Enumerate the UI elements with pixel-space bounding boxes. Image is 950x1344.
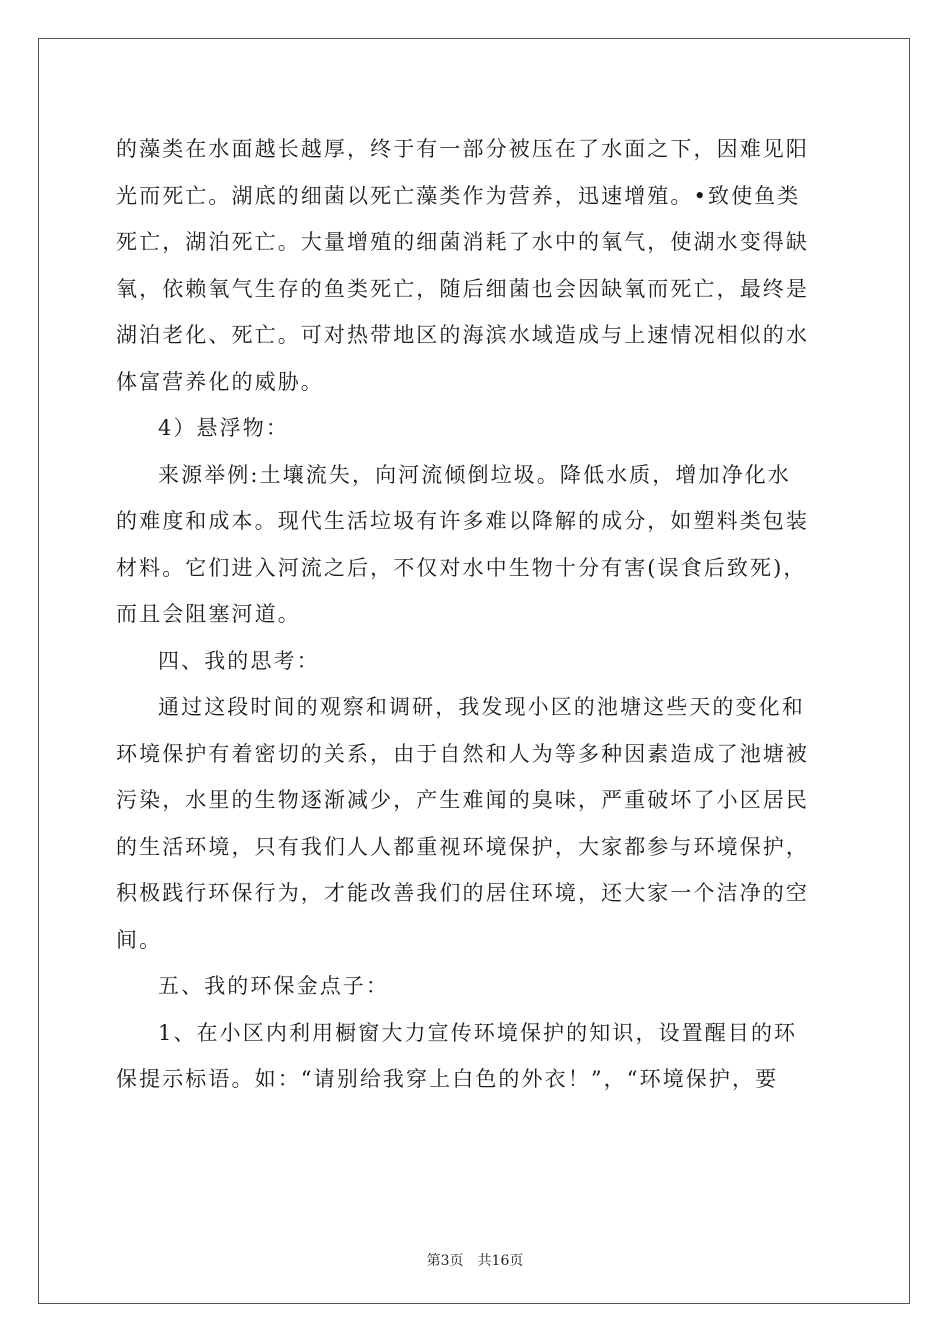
text-line: 死亡，湖泊死亡。大量增殖的细菌消耗了水中的氧气，使湖水变得缺 xyxy=(116,230,809,254)
text-line: 间。 xyxy=(116,927,163,952)
text-line: 湖泊老化、死亡。可对热带地区的海滨水域造成与上速情况相似的水 xyxy=(116,323,809,347)
text-line: 而且会阻塞河道。 xyxy=(116,602,301,626)
text-line: 材料。它们进入河流之后，不仅对水中生物十分有害(误食后致死)， xyxy=(116,555,807,580)
text-line: 来源举例:土壤流失，向河流倾倒垃圾。降低水质，增加净化水 xyxy=(158,462,791,487)
section-heading: 四、我的思考： xyxy=(158,648,320,673)
text-line: 通过这段时间的观察和调研，我发现小区的池塘这些天的变化和 xyxy=(158,695,805,719)
section-heading: 4）悬浮物： xyxy=(158,416,289,440)
text-line: 的生活环境，只有我们人人都重视环境保护，大家都参与环境保护， xyxy=(116,834,809,859)
page-number: 第3页 共16页 xyxy=(426,1253,524,1269)
text-line: 保提示标语。如：“请别给我穿上白色的外衣！”，“环境保护，要 xyxy=(116,1067,779,1091)
text-line: 氧，依赖氧气生存的鱼类死亡，随后细菌也会因缺氧而死亡，最终是 xyxy=(116,276,809,301)
text-line: 的难度和成本。现代生活垃圾有许多难以降解的成分，如塑料类包装 xyxy=(116,509,809,533)
text-line: 1、在小区内利用橱窗大力宣传环境保护的知识，设置醒目的环 xyxy=(158,1020,798,1045)
text-line: 的藻类在水面越长越厚，终于有一部分被压在了水面之下，因难见阳 xyxy=(116,137,809,161)
section-heading: 五、我的环保金点子： xyxy=(158,974,389,998)
text-line: 环境保护有着密切的关系，由于自然和人为等多种因素造成了池塘被 xyxy=(116,741,809,766)
text-line: 污染，水里的生物逐渐减少，产生难闻的臭味，严重破坏了小区居民 xyxy=(116,788,809,812)
text-line: 体富营养化的威胁。 xyxy=(116,369,324,394)
text-line: 积极践行环保行为，才能改善我们的居住环境，还大家一个洁净的空 xyxy=(116,881,809,905)
text-line: 光而死亡。湖底的细菌以死亡藻类作为营养，迅速增殖。•致使鱼类 xyxy=(116,183,801,208)
document-body xyxy=(116,126,834,1103)
